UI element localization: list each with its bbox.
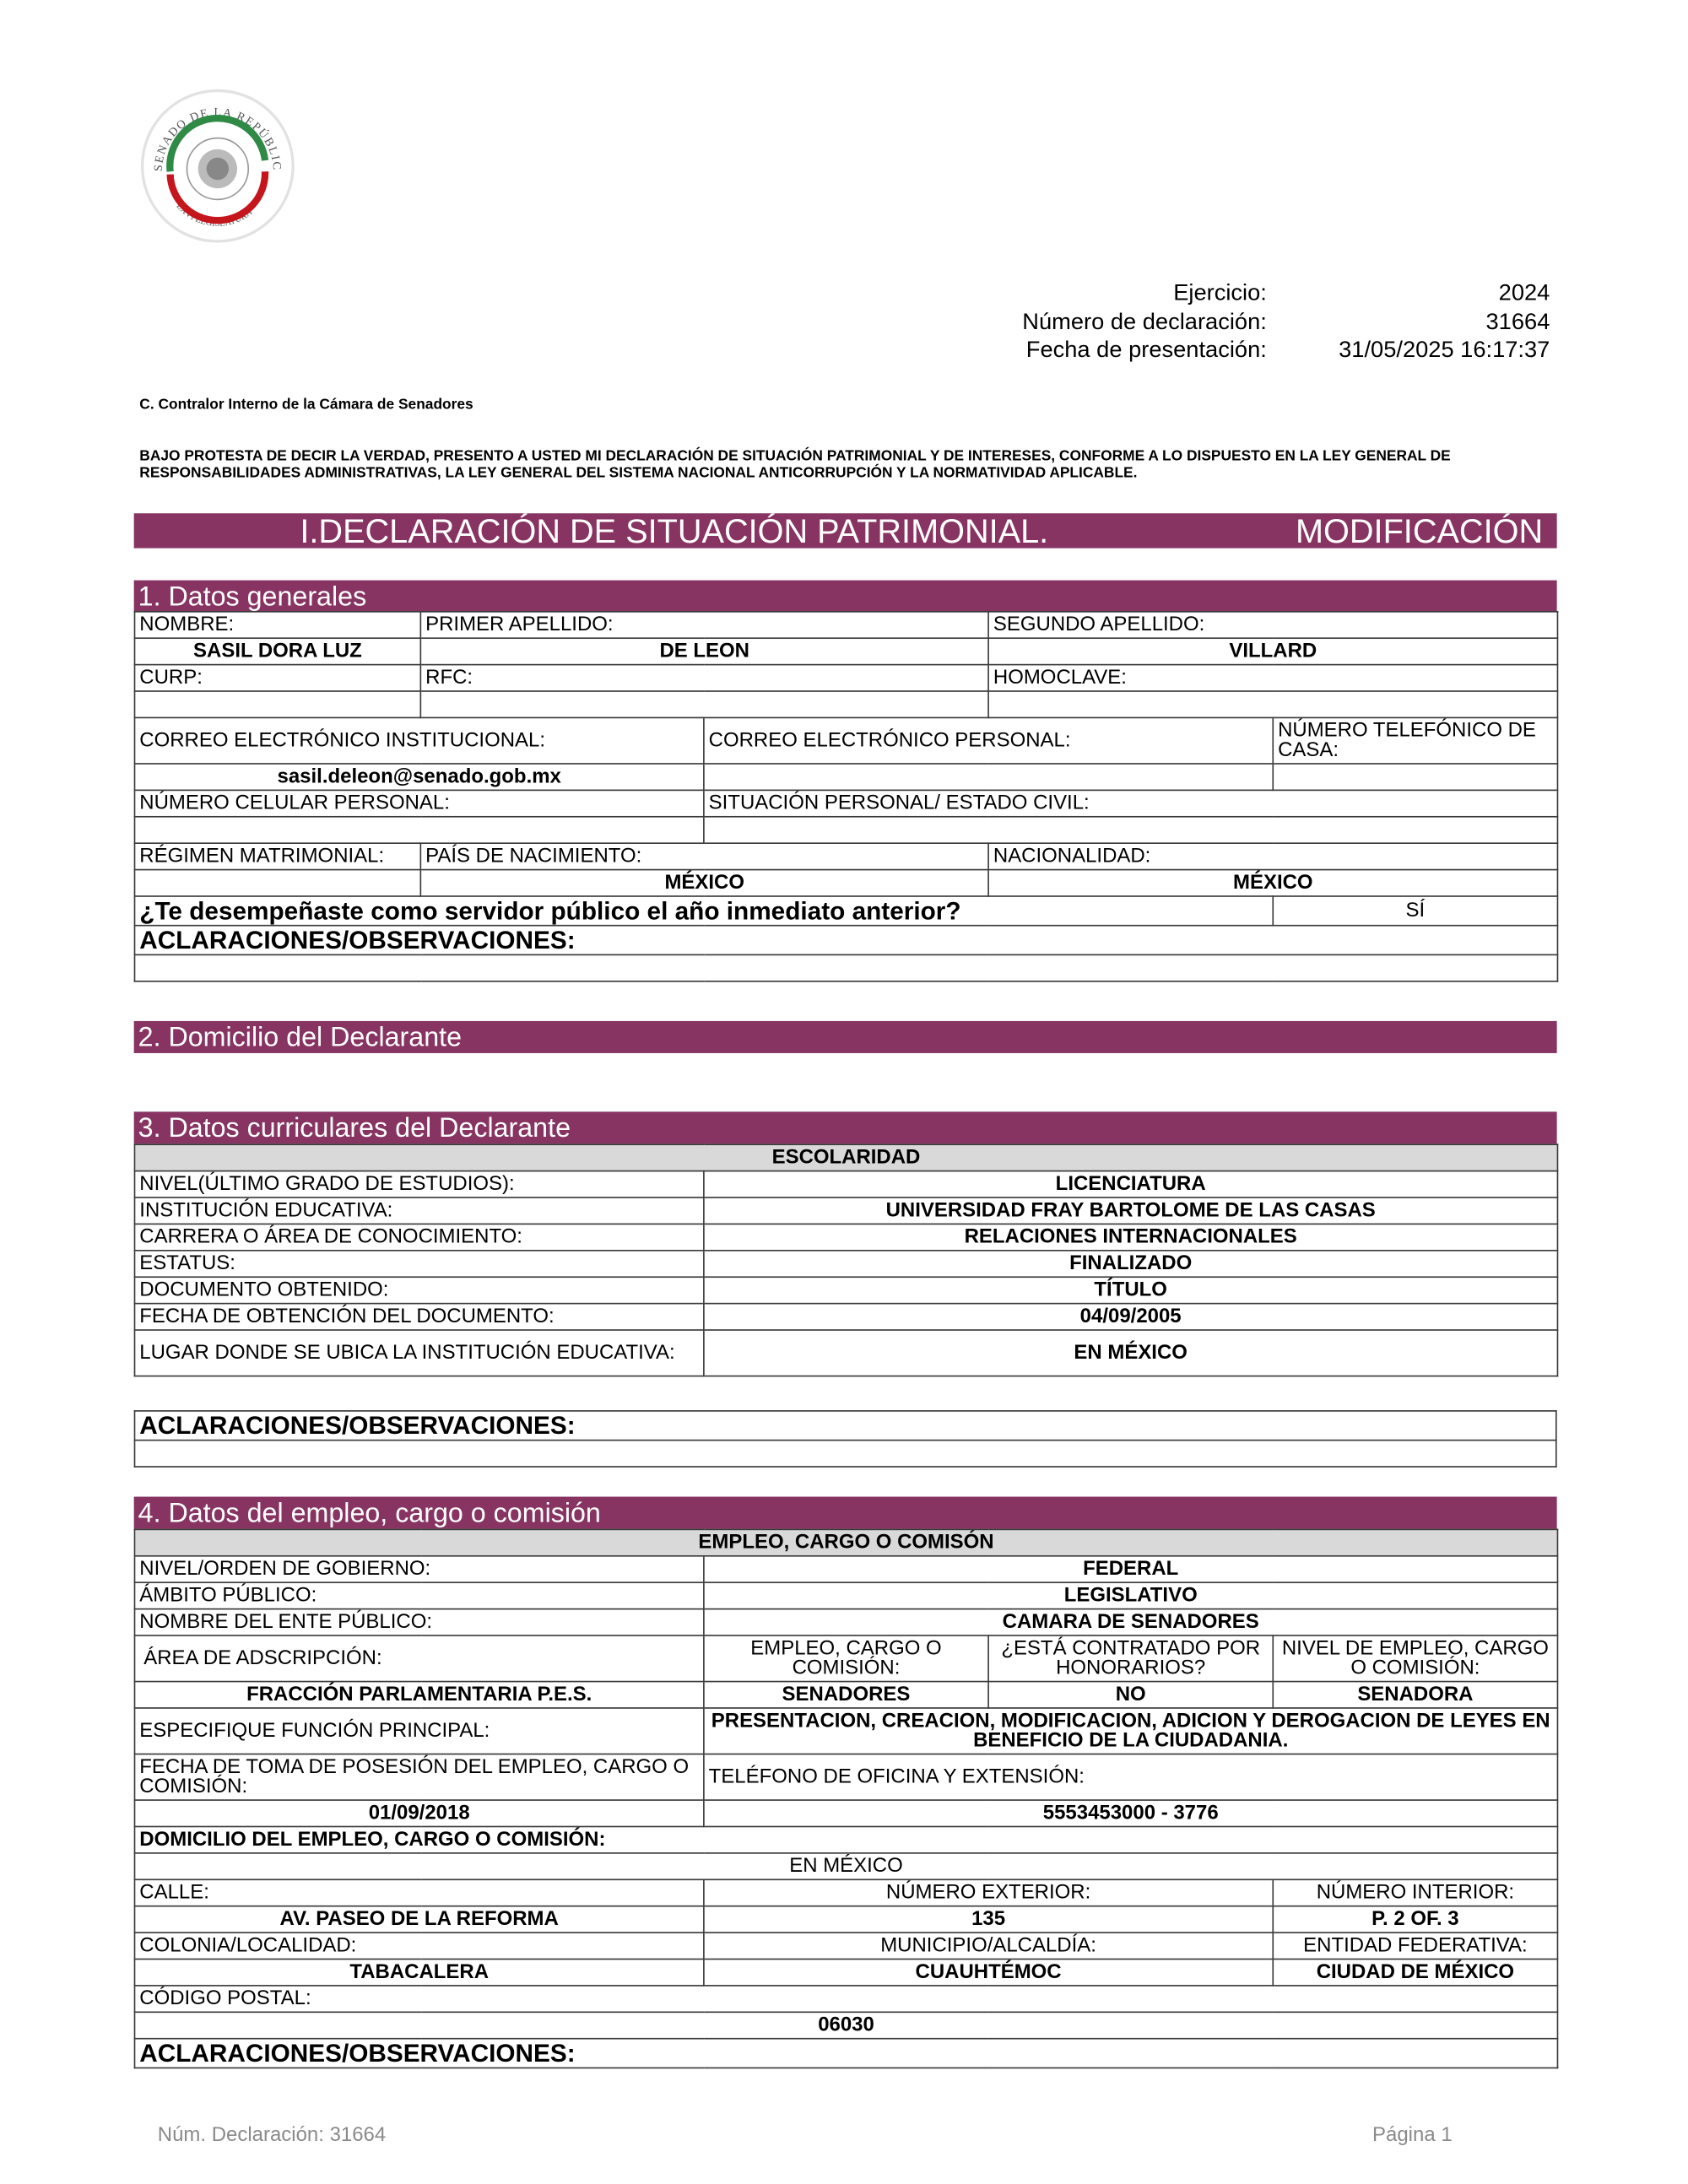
numero-exterior-label: NÚMERO EXTERIOR: <box>704 1879 1273 1906</box>
empleo-label: EMPLEO, CARGO O COMISIÓN: <box>704 1635 988 1682</box>
honorarios-value: NO <box>988 1682 1273 1708</box>
title-main: I.DECLARACIÓN DE SITUACIÓN PATRIMONIAL. <box>300 513 1049 551</box>
row-value: LEGISLATIVO <box>704 1582 1558 1608</box>
celular-value <box>135 817 704 843</box>
row-value: 04/09/2005 <box>704 1304 1558 1330</box>
pais-value: MÉXICO <box>420 870 988 896</box>
escolaridad-aclaraciones-table <box>134 1410 1557 1468</box>
table-row <box>135 1556 1558 1582</box>
correo-institucional-label: CORREO ELECTRÓNICO INSTITUCIONAL: <box>135 717 704 764</box>
escolaridad-table <box>134 1143 1559 1376</box>
row-value: LICENCIATURA <box>704 1171 1558 1197</box>
numero-interior-value: P. 2 OF. 3 <box>1273 1906 1557 1933</box>
honorarios-label: ¿ESTÁ CONTRATADO POR HONORARIOS? <box>988 1635 1273 1682</box>
row-value: RELACIONES INTERNACIONALES <box>704 1224 1558 1250</box>
aclaraciones-label: ACLARACIONES/OBSERVACIONES: <box>135 2039 1558 2068</box>
footer-declaration-number: Núm. Declaración: 31664 <box>157 2124 387 2147</box>
funcion-value: PRESENTACION, CREACION, MODIFICACION, ADICION Y DEROGACION DE LEYES EN BENEFICIO DE LA CIUDADANIA. <box>704 1708 1558 1754</box>
codigo-postal-value: 06030 <box>135 2012 1558 2038</box>
calle-value: AV. PASEO DE LA REFORMA <box>135 1906 704 1933</box>
entidad-value: CIUDAD DE MÉXICO <box>1273 1959 1557 1985</box>
senate-seal-icon <box>139 88 295 244</box>
colonia-value: TABACALERA <box>135 1959 704 1985</box>
table-row <box>135 1224 1558 1250</box>
footer-page-number: Página 1 <box>1372 2124 1453 2147</box>
empleo-table <box>134 1529 1559 2069</box>
nacionalidad-value: MÉXICO <box>988 870 1557 896</box>
ejercicio-value: 2024 <box>1498 280 1550 305</box>
telefono-oficina-value: 5553453000 - 3776 <box>704 1800 1558 1826</box>
fecha-posesion-label: FECHA DE TOMA DE POSESIÓN DEL EMPLEO, CARGO O COMISIÓN: <box>135 1754 704 1801</box>
funcion-label: ESPECIFIQUE FUNCIÓN PRINCIPAL: <box>135 1708 704 1754</box>
codigo-postal-label: CÓDIGO POSTAL: <box>135 1986 1558 2012</box>
aclaraciones-value <box>135 1441 1556 1467</box>
row-label: LUGAR DONDE SE UBICA LA INSTITUCIÓN EDUCATIVA: <box>135 1330 704 1376</box>
municipio-label: MUNICIPIO/ALCALDÍA: <box>704 1933 1273 1959</box>
escolaridad-header: ESCOLARIDAD <box>135 1144 1558 1170</box>
nivel-value: SENADORA <box>1273 1682 1557 1708</box>
row-value: UNIVERSIDAD FRAY BARTOLOME DE LAS CASAS <box>704 1197 1558 1224</box>
table-row <box>135 1330 1558 1376</box>
entidad-label: ENTIDAD FEDERATIVA: <box>1273 1933 1557 1959</box>
numero-label: Número de declaración: <box>1022 309 1267 334</box>
curp-value <box>135 691 421 717</box>
fecha-label: Fecha de presentación: <box>1025 338 1267 363</box>
correo-personal-label: CORREO ELECTRÓNICO PERSONAL: <box>704 717 1273 764</box>
row-label: NOMBRE DEL ENTE PÚBLICO: <box>135 1609 704 1635</box>
numero-exterior-value: 135 <box>704 1906 1273 1933</box>
row-label: NIVEL(ÚLTIMO GRADO DE ESTUDIOS): <box>135 1171 704 1197</box>
numero-value: 31664 <box>1485 309 1550 334</box>
rfc-label: RFC: <box>420 665 988 691</box>
row-value: EN MÉXICO <box>704 1330 1558 1376</box>
section-3-header: 3. Datos curriculares del Declarante <box>134 1111 1557 1143</box>
row-value: FEDERAL <box>704 1556 1558 1582</box>
table-row <box>135 1251 1558 1277</box>
declaration-type: MODIFICACIÓN <box>1296 513 1544 551</box>
celular-label: NÚMERO CELULAR PERSONAL: <box>135 790 704 816</box>
nombre-value: SASIL DORA LUZ <box>135 638 421 664</box>
telefono-casa-value <box>1273 764 1557 790</box>
nacionalidad-label: NACIONALIDAD: <box>988 843 1557 869</box>
homoclave-value <box>988 691 1557 717</box>
table-row <box>135 1304 1558 1330</box>
telefono-casa-label: NÚMERO TELEFÓNICO DE CASA: <box>1273 717 1557 764</box>
section-2-header: 2. Domicilio del Declarante <box>134 1021 1557 1053</box>
row-value: TÍTULO <box>704 1277 1558 1303</box>
aclaraciones-value <box>135 954 1558 981</box>
colonia-label: COLONIA/LOCALIDAD: <box>135 1933 704 1959</box>
row-label: CARRERA O ÁREA DE CONOCIMIENTO: <box>135 1224 704 1250</box>
municipio-value: CUAUHTÉMOC <box>704 1959 1273 1985</box>
row-value: FINALIZADO <box>704 1251 1558 1277</box>
calle-label: CALLE: <box>135 1879 704 1906</box>
section-4-header: 4. Datos del empleo, cargo o comisión <box>134 1497 1557 1529</box>
table-row <box>135 1277 1558 1303</box>
primer-apellido-label: PRIMER APELLIDO: <box>420 612 988 638</box>
estado-civil-label: SITUACIÓN PERSONAL/ ESTADO CIVIL: <box>704 790 1558 816</box>
correo-institucional-value: sasil.deleon@senado.gob.mx <box>135 764 704 790</box>
declaration-meta <box>0 279 1688 365</box>
row-label: ESTATUS: <box>135 1251 704 1277</box>
row-label: NIVEL/ORDEN DE GOBIERNO: <box>135 1556 704 1582</box>
fecha-value: 31/05/2025 16:17:37 <box>1339 338 1550 363</box>
table-row <box>135 1609 1558 1635</box>
row-value: CAMARA DE SENADORES <box>704 1609 1558 1635</box>
protest-statement: BAJO PROTESTA DE DECIR LA VERDAD, PRESENTO A USTED MI DECLARACIÓN DE SITUACIÓN PATRIMONIAL Y DE INTERESES, CONFORME A LO DISPUESTO EN LA LEY GENERAL DE RESPONSABILIDADES ADMINISTRATIVAS, LA LEY GENERAL DEL SISTEMA NACIONAL ANTICORRUPCIÓN Y LA NORMATIVIDAD APLICABLE. <box>139 447 1451 482</box>
nombre-label: NOMBRE: <box>135 612 421 638</box>
correo-personal-value <box>704 764 1273 790</box>
pais-label: PAÍS DE NACIMIENTO: <box>420 843 988 869</box>
domicilio-ubicacion: EN MÉXICO <box>135 1853 1558 1879</box>
title-bar <box>134 513 1557 551</box>
row-label: ÁMBITO PÚBLICO: <box>135 1582 704 1608</box>
estado-civil-value <box>704 817 1558 843</box>
row-label: INSTITUCIÓN EDUCATIVA: <box>135 1197 704 1224</box>
segundo-apellido-label: SEGUNDO APELLIDO: <box>988 612 1557 638</box>
regimen-value <box>135 870 421 896</box>
aclaraciones-label: ACLARACIONES/OBSERVACIONES: <box>135 1411 1556 1441</box>
senate-logo <box>139 88 295 244</box>
area-label: ÁREA DE ADSCRIPCIÓN: <box>135 1635 704 1682</box>
area-value: FRACCIÓN PARLAMENTARIA P.E.S. <box>135 1682 704 1708</box>
telefono-oficina-label: TELÉFONO DE OFICINA Y EXTENSIÓN: <box>704 1754 1558 1801</box>
table-row <box>135 1582 1558 1608</box>
servidor-publico-question: ¿Te desempeñaste como servidor público el año inmediato anterior? <box>135 896 1274 926</box>
segundo-apellido-value: VILLARD <box>988 638 1557 664</box>
primer-apellido-value: DE LEON <box>420 638 988 664</box>
domicilio-empleo-label: DOMICILIO DEL EMPLEO, CARGO O COMISIÓN: <box>135 1826 1558 1852</box>
servidor-publico-answer: SÍ <box>1273 896 1557 926</box>
homoclave-label: HOMOCLAVE: <box>988 665 1557 691</box>
aclaraciones-label: ACLARACIONES/OBSERVACIONES: <box>135 926 1558 955</box>
empleo-value: SENADORES <box>704 1682 988 1708</box>
table-row <box>135 1197 1558 1224</box>
datos-generales-table <box>134 611 1559 982</box>
svg-text:LXVI LEGISLATURA: LXVI LEGISLATURA <box>174 201 255 229</box>
svg-text:SENADO DE LA REPÚBLICA: SENADO DE LA REPÚBLIC <box>151 105 284 172</box>
curp-label: CURP: <box>135 665 421 691</box>
addressee: C. Contralor Interno de la Cámara de Senadores <box>139 396 473 414</box>
section-1-header: 1. Datos generales <box>134 581 1557 613</box>
fecha-posesion-value: 01/09/2018 <box>135 1800 704 1826</box>
ejercicio-label: Ejercicio: <box>1173 280 1267 305</box>
row-label: DOCUMENTO OBTENIDO: <box>135 1277 704 1303</box>
empleo-header: EMPLEO, CARGO O COMISÓN <box>135 1529 1558 1555</box>
table-row <box>135 1171 1558 1197</box>
rfc-value <box>420 691 988 717</box>
regimen-label: RÉGIMEN MATRIMONIAL: <box>135 843 421 869</box>
numero-interior-label: NÚMERO INTERIOR: <box>1273 1879 1557 1906</box>
row-label: FECHA DE OBTENCIÓN DEL DOCUMENTO: <box>135 1304 704 1330</box>
nivel-label: NIVEL DE EMPLEO, CARGO O COMISIÓN: <box>1273 1635 1557 1682</box>
